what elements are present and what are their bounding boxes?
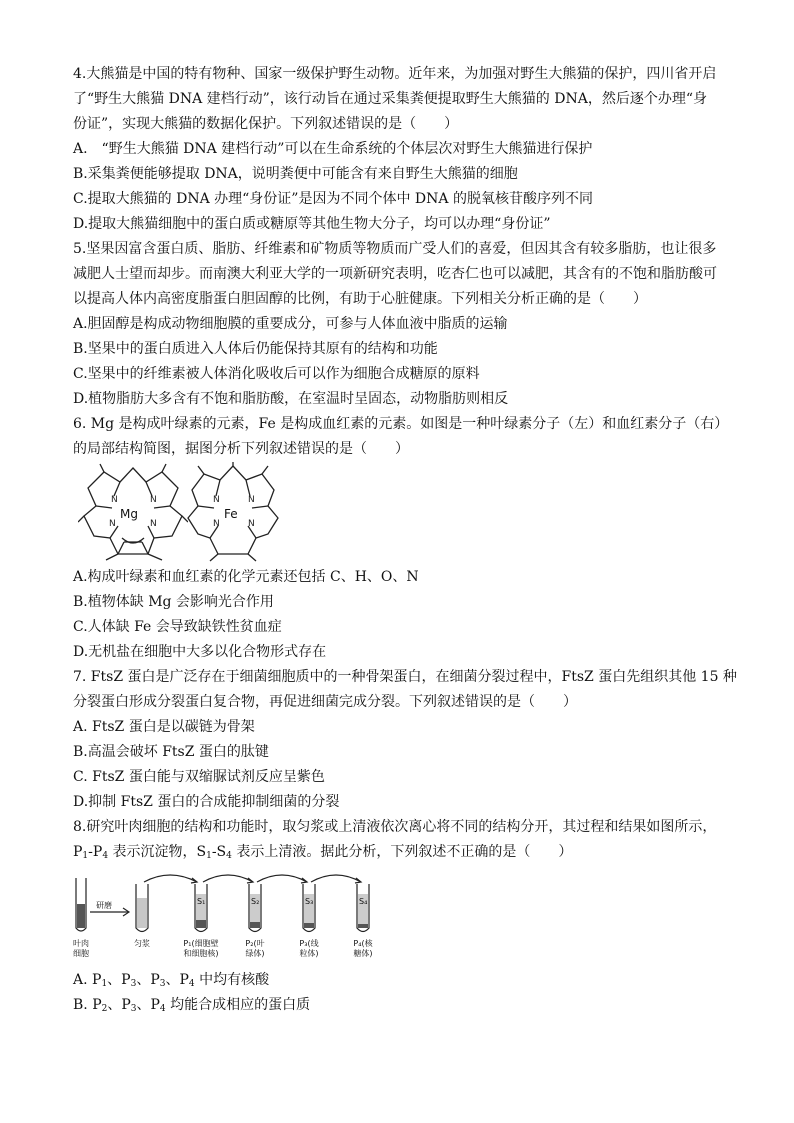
q7-option-b: B.高温会破坏 FtsZ 蛋白的肽键 bbox=[73, 744, 269, 760]
q5-option-a: A.胆固醇是构成动物细胞膜的重要成分，可参与人体血液中脂质的运输 bbox=[73, 316, 508, 332]
supernatant-label: S₄ bbox=[359, 897, 368, 906]
centrifugation-diagram bbox=[70, 874, 390, 964]
q6-option-d: D.无机盐在细胞中大多以化合物形式存在 bbox=[73, 644, 327, 660]
q4-option-c: C.提取大熊猫的 DNA 办理“身份证”是因为不同个体中 DNA 的脱氧核苷酸序列不同 bbox=[73, 191, 593, 207]
q4-stem-line-3: 份证”，实现大熊猫的数据化保护。下列叙述错误的是（ ） bbox=[73, 116, 459, 132]
magnesium-label: Mg bbox=[120, 507, 138, 521]
supernatant-label: S₃ bbox=[305, 897, 314, 906]
grinding-label: 研磨 bbox=[96, 901, 112, 910]
tube-caption: 绿体) bbox=[245, 949, 265, 958]
q5-option-c: C.坚果中的纤维素被人体消化吸收后可以作为细胞合成糖原的原料 bbox=[73, 366, 480, 382]
q4-option-a: A. “野生大熊猫 DNA 建档行动”可以在生命系统的个体层次对野生大熊猫进行保护 bbox=[73, 141, 593, 157]
heme-structure-diagram bbox=[186, 462, 281, 562]
tube-caption: P₁(细胞壁 bbox=[183, 939, 219, 948]
q8-option-b: B. $P_2$、$P_3$、$P_4$ 均能合成相应的蛋白质 bbox=[73, 997, 311, 1014]
q8-option-a: A. $P_1$、$P_3$、$P_3$、$P_4$ 中均有核酸 bbox=[73, 972, 270, 989]
tube-caption: P₂(叶 bbox=[245, 939, 265, 948]
q7-stem-line-1: 7. FtsZ 蛋白是广泛存在于细菌细胞质中的一种骨架蛋白，在细菌分裂过程中，FtsZ 蛋白先组织其他 15 种 bbox=[73, 669, 737, 685]
q6-stem-line-1: 6. Mg 是构成叶绿素的元素，Fe 是构成血红素的元素。如图是一种叶绿素分子（左）和血红素分子（右） bbox=[73, 416, 729, 432]
tube-caption: 细胞 bbox=[73, 949, 89, 958]
supernatant-label: S₁ bbox=[197, 897, 206, 906]
q5-option-d: D.植物脂肪大多含有不饱和脂肪酸，在室温时呈固态，动物脂肪则相反 bbox=[73, 391, 509, 407]
q5-stem-line-3: 以提高人体内高密度脂蛋白胆固醇的比例，有助于心脏健康。下列相关分析正确的是（ ） bbox=[73, 291, 647, 307]
nitrogen-atom-label: N bbox=[248, 495, 255, 505]
nitrogen-atom-label: N bbox=[150, 519, 157, 529]
tube-caption: 匀浆 bbox=[134, 939, 150, 948]
nitrogen-atom-label: N bbox=[248, 519, 255, 529]
q6-option-a: A.构成叶绿素和血红素的化学元素还包括 C、H、O、N bbox=[73, 569, 419, 585]
q8-stem-line-1: 8.研究叶肉细胞的结构和功能时，取匀浆或上清液依次离心将不同的结构分开，其过程和结果如图所示， bbox=[73, 819, 717, 835]
tube-caption: P₃(线 bbox=[299, 939, 319, 948]
nitrogen-atom-label: N bbox=[213, 519, 220, 529]
q7-option-c: C. FtsZ 蛋白能与双缩脲试剂反应呈紫色 bbox=[73, 769, 325, 785]
q5-stem-line-1: 5.坚果因富含蛋白质、脂肪、纤维素和矿物质等物质而广受人们的喜爱，但因其含有较多脂肪，也让很多 bbox=[73, 241, 717, 257]
tube-caption: 糖体) bbox=[353, 949, 373, 958]
q6-stem-line-2: 的局部结构简图，据图分析下列叙述错误的是（ ） bbox=[73, 441, 409, 457]
chlorophyll-structure-diagram bbox=[78, 462, 188, 562]
iron-label: Fe bbox=[224, 507, 238, 521]
tube-caption: 和细胞核) bbox=[183, 949, 219, 958]
q6-option-b: B.植物体缺 Mg 会影响光合作用 bbox=[73, 594, 274, 610]
q5-stem-line-2: 减肥人士望而却步。而南澳大利亚大学的一项新研究表明，吃杏仁也可以减肥，其含有的不饱和脂肪酸可 bbox=[73, 266, 717, 282]
supernatant-label: S₂ bbox=[251, 897, 260, 906]
nitrogen-atom-label: N bbox=[150, 495, 157, 505]
q6-option-c: C.人体缺 Fe 会导致缺铁性贫血症 bbox=[73, 619, 282, 635]
tube-caption: 叶肉 bbox=[73, 939, 89, 948]
q7-option-d: D.抑制 FtsZ 蛋白的合成能抑制细菌的分裂 bbox=[73, 794, 340, 810]
nitrogen-atom-label: N bbox=[213, 495, 220, 505]
q4-stem-line-1: 4.大熊猫是中国的特有物种、国家一级保护野生动物。近年来，为加强对野生大熊猫的保护，四川省开启 bbox=[73, 66, 717, 82]
q5-option-b: B.坚果中的蛋白质进入人体后仍能保持其原有的结构和功能 bbox=[73, 341, 438, 357]
q7-option-a: A. FtsZ 蛋白是以碳链为骨架 bbox=[73, 719, 255, 735]
tube-caption: 粒体) bbox=[299, 949, 319, 958]
q4-option-d: D.提取大熊猫细胞中的蛋白质或糖原等其他生物大分子，均可以办理“身份证” bbox=[73, 216, 551, 232]
q8-stem-line-2: $P_1-P_4$ 表示沉淀物，$S_1-S_4$ 表示上清液。据此分析，下列叙述不正确的是（ ） bbox=[73, 844, 573, 861]
q7-stem-line-2: 分裂蛋白形成分裂蛋白复合物，再促进细菌完成分裂。下列叙述错误的是（ ） bbox=[73, 694, 577, 710]
nitrogen-atom-label: N bbox=[109, 519, 116, 529]
tube-caption: P₄(核 bbox=[353, 939, 373, 948]
q4-stem-line-2: 了“野生大熊猫 DNA 建档行动”，该行动旨在通过采集粪便提取野生大熊猫的 DNA，然后逐个办理“身 bbox=[73, 91, 707, 107]
nitrogen-atom-label: N bbox=[111, 495, 118, 505]
q4-option-b: B.采集粪便能够提取 DNA，说明粪便中可能含有来自野生大熊猫的细胞 bbox=[73, 166, 518, 182]
